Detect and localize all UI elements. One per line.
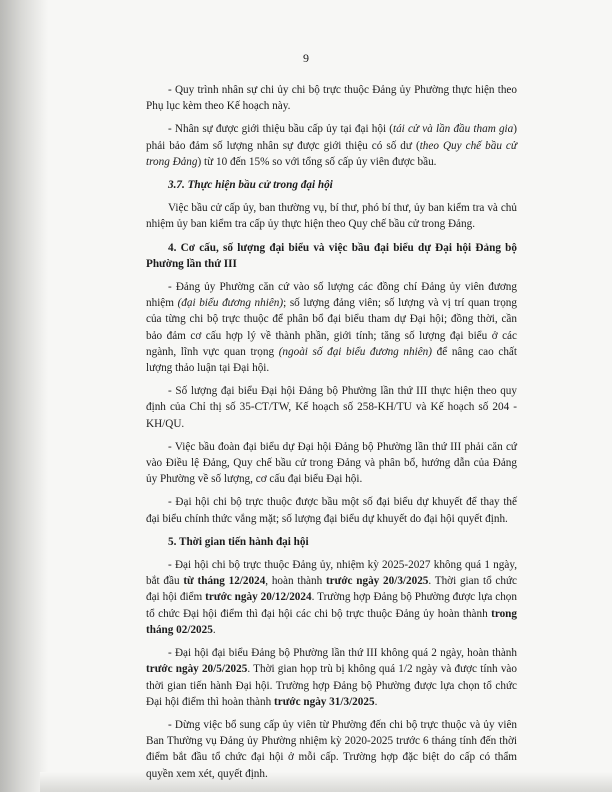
text-run: - Quy trình nhân sự chi ủy chi bộ trực thuộc Đảng ủy Phường thực hiện theo Phụ lục kèm theo Kế hoạch này.: [146, 84, 517, 113]
paragraph: [146, 645, 517, 710]
paragraph: [146, 82, 517, 114]
text-run: - Đại hội đại biểu Đảng bộ Phường lần thứ III không quá 2 ngày, hoàn thành: [168, 647, 517, 660]
text-run: . Thời gian tổ chức đại hội điểm: [146, 575, 517, 604]
text-run: trước ngày 20/12/2024: [205, 591, 312, 604]
text-run: trước ngày 20/5/2025: [146, 663, 248, 676]
text-run: ) từ 10 đến 15% so với tổng số cấp ủy viên được bầu.: [197, 155, 437, 168]
text-run: ) phải bảo đảm số lượng nhân sự được giới thiệu có số dư (: [146, 123, 517, 152]
subsection-heading: [146, 177, 517, 193]
text-run: Việc bầu cử cấp ủy, ban thường vụ, bí thư, phó bí thư, ủy ban kiểm tra và chủ nhiệm ủy ban kiểm tra cấp ủy thực hiện theo Quy chế bầu cử trong Đảng.: [146, 202, 517, 231]
section-heading: [146, 240, 517, 272]
paragraph: [146, 383, 517, 432]
text-run: từ tháng 12/2024: [183, 575, 266, 588]
scan-shadow-edge: [0, 0, 48, 792]
page-number: 9: [303, 51, 309, 65]
paragraph: [146, 279, 517, 376]
text-run: 3.7. Thực hiện bầu cử trong đại hội: [168, 179, 333, 192]
text-run: - Đại hội chi bộ trực thuộc được bầu một số đại biểu dự khuyết để thay thế đại biểu chính thức vắng mặt; số lượng đại biểu dự khuyết do đại hội quyết định.: [146, 496, 517, 525]
paragraph: [146, 494, 517, 526]
text-run: - Đảng ủy Phường căn cứ vào số lượng các đồng chí Đảng ủy viên đương nhiệm: [146, 281, 517, 310]
text-run: - Số lượng đại biểu Đại hội Đảng bộ Phường lần thứ III thực hiện theo quy định của Chỉ thị số 35-CT/TW, Kế hoạch số 258-KH/TU và Kế hoạch số 204 -KH/QU.: [146, 385, 517, 430]
text-run: (ngoài số đại biểu đương nhiên): [278, 345, 432, 358]
text-run: để nâng cao chất lượng thảo luận tại Đại hội.: [146, 345, 517, 375]
section-heading: [146, 534, 517, 550]
document-body: [146, 82, 517, 789]
paragraph: [146, 439, 517, 488]
text-run: . Thời gian họp trù bị không quá 1/2 ngày và được tính vào thời gian tiến hành Đại hội. Trường hợp Đảng bộ Phường được lựa chọn tổ chức Đại hội điểm thì hoàn thành: [146, 663, 517, 708]
text-run: (đại biểu đương nhiên): [177, 297, 284, 310]
text-run: . Trường hợp Đảng bộ Phường được lựa chọn tổ chức Đại hội điểm thì đại hội các chi bộ trực thuộc Đảng ủy hoàn thành: [146, 591, 517, 620]
text-run: ; số lượng đảng viên; số lượng và vị trí quan trọng của từng chi bộ trực thuộc để phân bổ đại biểu tham dự Đại hội; đồng thời, cần bảo đảm cơ cấu hợp lý về thành phần, giới tính; tăng số lượng đại biểu ở các ngành, lĩnh vực quan trọng: [146, 297, 517, 358]
paragraph: [146, 717, 517, 782]
text-run: .: [374, 695, 378, 708]
text-run: trong tháng 02/2025: [146, 607, 517, 636]
text-run: - Dừng việc bổ sung cấp ủy viên từ Phường đến chi bộ trực thuộc và ủy viên Ban Thường vụ Đảng ủy Phường nhiệm kỳ 2020-2025 trước 6 tháng tính đến thời điểm bắt đầu tổ chức đại hội ở mỗi cấp. Trường hợp đặc biệt do cấp có thẩm quyền xem xét, quyết định.: [146, 718, 517, 780]
text-run: - Đại hội chi bộ trực thuộc Đảng ủy, nhiệm kỳ 2025-2027 không quá 1 ngày, bắt đầu: [146, 559, 517, 588]
text-run: trước ngày 20/3/2025: [325, 575, 429, 588]
text-run: 4. Cơ cấu, số lượng đại biểu và việc bầu đại biểu dự Đại hội Đảng bộ Phường lần thứ III: [146, 241, 517, 270]
text-run: .: [212, 623, 216, 636]
paragraph: [146, 121, 517, 170]
text-run: tái cử và lần đầu tham gia: [392, 123, 514, 136]
text-run: 5. Thời gian tiến hành đại hội: [168, 535, 309, 548]
text-run: , hoàn thành: [265, 575, 326, 588]
paragraph: [146, 200, 517, 232]
text-run: - Nhân sự được giới thiệu bầu cấp ủy tại đại hội (: [168, 123, 393, 136]
text-run: - Việc bầu đoàn đại biểu dự Đại hội Đảng bộ Phường lần thứ III phải căn cứ vào Điều lệ Đảng, Quy chế bầu cử trong Đảng và phân bổ, hướng dẫn của Đảng ủy Phường về số lượng, cơ cấu đại biểu Đại hội.: [146, 440, 517, 486]
paragraph: [146, 557, 517, 638]
text-run: theo Quy chế bầu cử trong Đảng: [146, 139, 517, 168]
text-run: trước ngày 31/3/2025: [274, 695, 375, 708]
